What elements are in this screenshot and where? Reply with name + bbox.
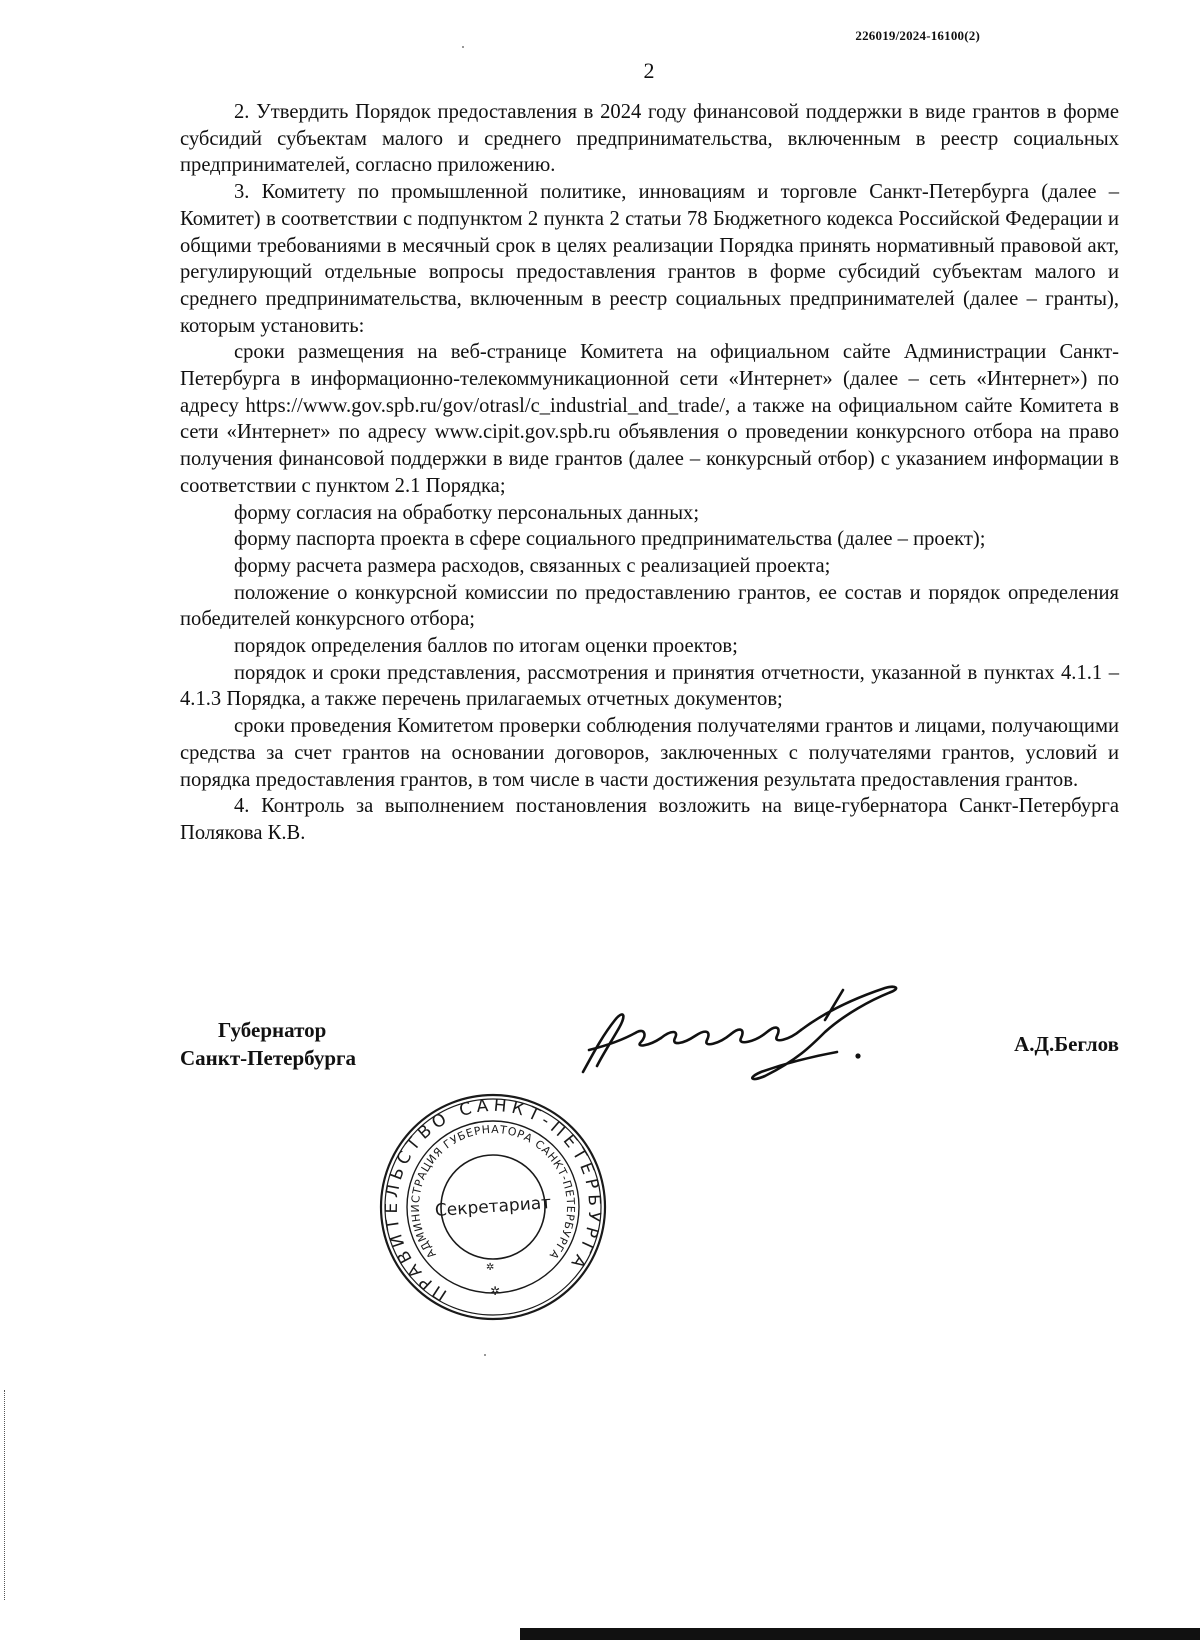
paragraph: сроки размещения на веб-странице Комитета на официальном сайте Администрации Санкт-Петербурга в информационно-телекоммуникационной сети «Интернет» (далее – сеть «Интернет») по адресу https://www.gov.spb.ru/gov/otrasl/c_industrial_and_trade/, а также на официальном сайте Комитета в сети «Интернет» по адресу www.cipit.gov.spb.ru объявления о проведении конкурсного отбора на право получения финансовой поддержки в виде грантов (далее – конкурсный отбор) с указанием информации в соответствии с пунктом 2.1 Порядка; — [180, 341, 1119, 497]
handwritten-signature — [575, 980, 945, 1090]
scan-edge-artifact — [4, 1390, 6, 1600]
scan-bottom-edge — [520, 1628, 1200, 1640]
svg-text:✲: ✲ — [490, 1284, 501, 1298]
seal-outer-text: ПРАВИТЕЛЬСТВО САНКТ-ПЕТЕРБУРГА — [381, 1095, 605, 1305]
paragraph: форму паспорта проекта в сфере социального предпринимательства (далее – проект); — [234, 528, 986, 551]
paragraph: сроки проведения Комитетом проверки соблюдения получателями грантов и лицами, получающими средства за счет грантов на основании договоров, заключенных с получателями грантов, условий и порядка предоставления грантов, в том числе в части достижения результата предоставления грантов. — [180, 715, 1119, 791]
paragraph: 3. Комитету по промышленной политике, инновациям и торговле Санкт-Петербурга (далее – Комитет) в соответствии с подпунктом 2 пункта 2 статьи 78 Бюджетного кодекса Российской Федерации и общими требованиями в месячный срок в целях реализации Порядка принять нормативный правовой акт, регулирующий отдельные вопросы предоставления грантов в форме субсидий субъектам малого и среднего предпринимательства, включенным в реестр социальных предпринимателей (далее – гранты), которым установить: — [180, 181, 1119, 337]
paragraph: порядок и сроки представления, рассмотрения и принятия отчетности, указанной в пунктах 4.1.1 – 4.1.3 Порядка, а также перечень прилагаемых отчетных документов; — [180, 661, 1119, 711]
signer-position — [180, 1016, 356, 1072]
seal-center-text: Секретариат — [434, 1192, 552, 1222]
signer-position-city: Санкт-Петербурга — [180, 1046, 357, 1070]
paragraph: форму согласия на обработку персональных данных; — [234, 501, 700, 524]
scan-speck — [462, 46, 464, 48]
signer-name: А.Д.Беглов — [1014, 1032, 1119, 1056]
scan-speck — [484, 1354, 486, 1356]
document-id: 226019/2024-16100(2) — [855, 28, 980, 43]
paragraph: форму расчета размера расходов, связанных с реализацией проекта; — [234, 554, 831, 577]
paragraph: порядок определения баллов по итогам оценки проектов; — [234, 635, 738, 658]
seal-inner-text: АДМИНИСТРАЦИЯ ГУБЕРНАТОРА САНКТ-ПЕТЕРБУРГА — [408, 1122, 578, 1262]
svg-text:✲: ✲ — [486, 1262, 495, 1273]
page-number: 2 — [643, 58, 655, 83]
document-body — [180, 99, 1119, 847]
paragraph: 2. Утвердить Порядок предоставления в 2024 году финансовой поддержки в виде грантов в форме субсидий субъектам малого и среднего предпринимательства, включенным в реестр социальных предпринимателей, согласно приложению. — [180, 101, 1119, 177]
paragraph: 4. Контроль за выполнением постановления возложить на вице-губернатора Санкт-Петербурга Полякова К.В. — [180, 795, 1119, 844]
signer-position-title: Губернатор — [218, 1018, 327, 1042]
paragraph: положение о конкурсной комиссии по предоставлению грантов, ее состав и порядок определения победителей конкурсного отбора; — [180, 581, 1119, 631]
official-seal — [378, 1092, 608, 1322]
